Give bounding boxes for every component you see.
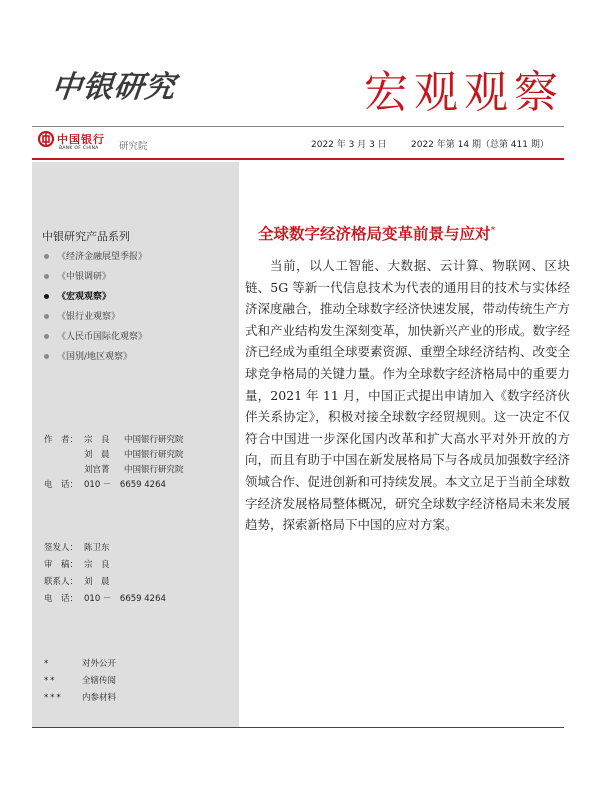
- signoff-key: 审 稿：: [44, 560, 79, 570]
- bullet-icon: [44, 294, 49, 299]
- signoff-value: 010 － 6659 4264: [84, 594, 166, 604]
- brand-wordmark: 中银研究: [49, 70, 178, 105]
- author-row: [44, 433, 184, 447]
- signoff-key: 签发人：: [44, 543, 79, 553]
- issue-date: 2022 年 3 月 3 日: [311, 140, 387, 150]
- signoff-value: 刘 晨: [84, 577, 110, 587]
- series-item-label: 《中银调研》: [57, 272, 112, 282]
- footer-divider: [32, 727, 564, 728]
- author-row: [44, 448, 184, 462]
- sidebar: [32, 162, 239, 727]
- issue-number: 2022 年第 14 期（总第 411 期）: [411, 140, 549, 150]
- series-item[interactable]: [44, 270, 147, 290]
- series-item-label: 《国别/地区观察》: [57, 352, 133, 362]
- article-title-text: 全球数字经济格局变革前景与应对: [258, 225, 491, 243]
- bullet-icon: [44, 254, 49, 259]
- signoff-key: 电 话：: [44, 594, 79, 604]
- author-name: 宗 良: [84, 435, 110, 445]
- distribution-symbol: *: [44, 659, 51, 669]
- bank-name-chinese: 中国银行: [57, 133, 105, 146]
- article-title: [258, 222, 496, 244]
- author-phone-row: [44, 478, 166, 492]
- bullet-icon: [44, 274, 49, 279]
- phone-key: 电 话：: [44, 480, 79, 490]
- signoff-row: [44, 558, 110, 572]
- author-org: 中国银行研究院: [124, 435, 184, 445]
- bank-name-english: BANK OF CHINA: [59, 146, 99, 151]
- signoff-row: [44, 541, 110, 555]
- footnote-mark: *: [490, 224, 496, 236]
- bullet-icon: [44, 314, 49, 319]
- series-item-label: 《银行业观察》: [57, 312, 121, 322]
- signoff-row: [44, 592, 166, 606]
- series-title: 宏观观察: [364, 67, 564, 118]
- bullet-icon: [44, 334, 49, 339]
- article-abstract: 当前，以人工智能、大数据、云计算、物联网、区块链、5G 等新一代信息技术为代表的通用目的技术与实体经济深度融合，推动全球数字经济快速发展，带动传统生产方式和产业结构发生深刻变革，加快新兴产业的形成。数字经济已经成为重组全球要素资源、重塑全球经济结构、改变全球竞争格局的关键力量。作为全球数字经济格局中的重要力量，2021 年 11 月，中国正式提出申请加入《数字经济伙伴关系协定》，积极对接全球数字经贸规则。这一决定不仅符合中国进一步深化国内改革和扩大高水平对外开放的方向，而且有助于中国在新发展格局下与各成员加强数字经济领域合作、促进创新和可持续发展。本文立足于当前全球数字经济发展格局整体概况，研究全球数字经济格局未来发展趋势，探索新格局下中国的应对方案。: [245, 258, 571, 533]
- signoff-value: 宗 良: [84, 560, 110, 570]
- signoff-value: 陈卫东: [84, 543, 110, 553]
- product-series-list: [44, 250, 147, 370]
- series-item[interactable]: [44, 330, 147, 350]
- distribution-symbol: **: [44, 676, 57, 686]
- author-name: 刘 晨: [84, 450, 110, 460]
- bullet-icon: [44, 354, 49, 359]
- author-row: [44, 463, 184, 477]
- header-divider: [32, 126, 564, 127]
- author-org: 中国银行研究院: [124, 465, 184, 475]
- product-series-heading: 中银研究产品系列: [42, 230, 130, 243]
- distribution-symbol: ***: [44, 693, 63, 703]
- signoff-row: [44, 575, 110, 589]
- series-item-label: 《人民币国际化观察》: [57, 332, 148, 342]
- distribution-label: 内参材料: [82, 693, 117, 703]
- series-item[interactable]: [44, 310, 147, 330]
- signoff-key: 联系人：: [44, 577, 79, 587]
- distribution-label: 全辖传阅: [82, 676, 117, 686]
- series-item[interactable]: [44, 350, 147, 370]
- series-item[interactable]: [44, 290, 147, 310]
- author-name: 刘宫菁: [84, 465, 110, 475]
- author-key: 作 者：: [44, 435, 79, 445]
- distribution-label: 对外公开: [82, 659, 117, 669]
- header-red-divider: [32, 158, 564, 160]
- author-org: 中国银行研究院: [124, 450, 184, 460]
- bank-of-china-logo-icon: [38, 131, 54, 147]
- series-item-label: 《宏观观察》: [57, 292, 112, 302]
- series-item-label: 《经济金融展望季报》: [57, 252, 148, 262]
- series-item[interactable]: [44, 250, 147, 270]
- distribution-row: [44, 691, 116, 711]
- phone-value: 010 － 6659 4264: [84, 480, 166, 490]
- department-label: 研究院: [119, 141, 148, 152]
